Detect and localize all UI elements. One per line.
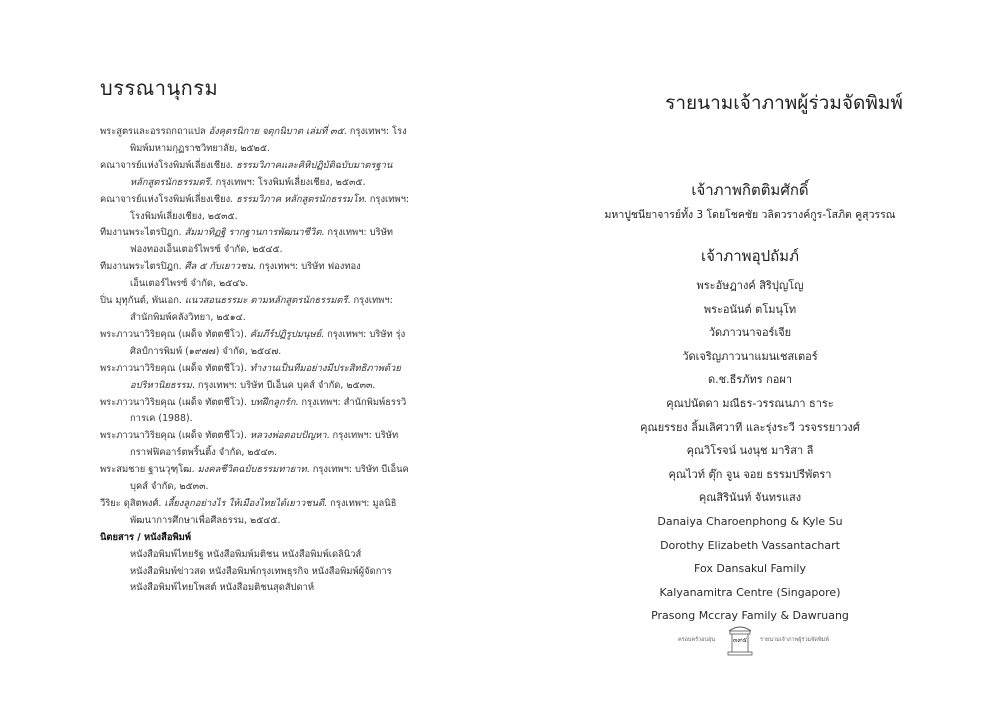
bib-entry xyxy=(100,259,410,293)
bib-publisher: . กรุงเทพฯ: บริษัท ฟองทองเอ็นเตอร์ไพรซ์ จำกัด, ๒๕๔๕. xyxy=(130,227,393,256)
patron-sponsor-title: เจ้าภาพอุปถัมภ์ xyxy=(701,247,799,265)
bib-title: เลี้ยงลูกอย่างไร ให้เมืองไทยได้เยาวชนดี xyxy=(164,497,325,509)
bib-title: มงคลชีวิตฉบับธรรมทายาท xyxy=(197,464,307,476)
donors-heading: รายนามเจ้าภาพผู้ร่วมจัดพิมพ์ xyxy=(665,92,903,114)
honorary-sponsor-title: เจ้าภาพกิตติมศักดิ์ xyxy=(691,181,809,199)
patron-name: คุณปนัดดา มณีธร-วรรณนภา ธาระ xyxy=(666,396,834,410)
honorary-sponsor-line: มหาปูชนียาจารย์ทั้ง 3 โดยโชคชัย วลิตวรางค์กูร-โสภิต คูสุวรรณ xyxy=(604,209,896,221)
bibliography-heading: บรรณานุกรม xyxy=(100,76,219,100)
bib-entry xyxy=(100,428,410,462)
bib-title: ทำงานเป็นทีมอย่างมีประสิทธิภาพด้วยอปริหานิยธรรม xyxy=(130,362,401,391)
patron-list xyxy=(500,274,1000,628)
bib-title: คัมภีร์ปฏิรูปมนุษย์ xyxy=(249,328,322,340)
bib-entry xyxy=(100,462,410,496)
periodicals-heading: นิตยสาร / หนังสือพิมพ์ xyxy=(100,531,192,543)
bib-publisher: . กรุงเทพฯ: บริษัท บีเอ็นค บุคส์ จำกัด, ๒๕๓๓. xyxy=(191,379,376,391)
bib-author: ทีมงานพระไตรปิฎก. xyxy=(100,261,185,273)
bib-title: หลวงพ่อตอบปัญหา xyxy=(249,430,327,442)
bib-entry xyxy=(100,158,410,192)
bib-author: ปิ่น มุทุกันต์, พันเอก. xyxy=(100,295,185,307)
patron-name: คุณสิรินันท์ จันทรแสง xyxy=(698,491,802,505)
patron-name: คุณยรรยง ลิ้มเลิศวาที และรุ่งระวี วรจรรยาวงศ์ xyxy=(640,420,860,434)
footer-book-title: ครอบครัวอบอุ่น xyxy=(678,637,716,643)
bib-author: พระภาวนาวิริยคุณ (เผด็จ ทัตตชีโว). xyxy=(100,396,250,408)
patron-name: วัดเจริญภาวนาแมนเชสเตอร์ xyxy=(682,349,818,363)
bib-entry xyxy=(100,124,410,158)
bib-title: แนวสอนธรรมะ ตามหลักสูตรนักธรรมตรี xyxy=(184,295,348,307)
bib-entry xyxy=(100,361,410,395)
bib-author: คณาจารย์แห่งโรงพิมพ์เลี่ยงเชียง. xyxy=(100,159,237,171)
patron-name: ด.ช.ธีรภัทร กอผา xyxy=(707,373,793,387)
bib-publisher: . กรุงเทพฯ: สำนักพิมพ์ธรรวิการเค (1988). xyxy=(130,396,407,425)
patron-name: Fox Dansakul Family xyxy=(694,562,806,576)
bib-entry xyxy=(100,496,410,530)
patron-name: Kalyanamitra Centre (Singapore) xyxy=(659,585,841,599)
patron-name: พระอัษฎางค์ สิริปุญโญ xyxy=(696,279,804,292)
bib-author: พระสมชาย ฐานวุฑฺโฒ. xyxy=(100,464,198,476)
bib-title: อังคุตรนิกาย จตุกนิบาต เล่มที่ ๓๕ xyxy=(208,126,344,137)
bibliography-list xyxy=(100,124,410,597)
bib-title: บทฝึกลูกรัก xyxy=(249,396,296,408)
bib-title: ธรรมวิภาคและคิหิปฏิบัติฉบับมาตรฐาน หลักสูตรนักธรรมตรี xyxy=(130,159,393,188)
patron-name: Prasong Mccray Family & Dawruang xyxy=(651,609,849,623)
footer-section-title: รายนามเจ้าภาพผู้ร่วมจัดพิมพ์ xyxy=(760,637,829,643)
patron-name: คุณไวท์ ตุ๊ก จูน จอย ธรรมปรีพัตรา xyxy=(668,467,832,481)
periodicals-list: หนังสือพิมพ์ไทยรัฐ หนังสือพิมพ์มติชน หนังสือพิมพ์เดลินิวส์ หนังสือพิมพ์ข่าวสด หนังสือพิมพ์กรุงเทพธุรกิจ หนังสือพิมพ์ผู้จัดการ หนังสือพิมพ์ไทยโพสต์ หนังสือมติชนสุดสัปดาห์ xyxy=(130,548,392,594)
page-number: ๓๙๕ xyxy=(732,636,748,644)
bib-author: ทีมงานพระไตรปิฎก. xyxy=(100,227,185,239)
bib-publisher: . กรุงเทพฯ: บริษัท กราฟฟิคอาร์ตพริ้นติ้ง จำกัด, ๒๕๔๓. xyxy=(130,430,399,459)
bib-author: พระสูตรและอรรถกถาแปล xyxy=(100,126,209,137)
patron-name: วัดภาวนาจอร์เจีย xyxy=(708,326,792,340)
bib-author: คณาจารย์แห่งโรงพิมพ์เลี่ยงเชียง. xyxy=(100,193,237,205)
bib-title: ศีล ๕ กับเยาวชน xyxy=(184,261,253,273)
bib-publisher: . กรุงเทพฯ: สำนักพิมพ์คลังวิทยา, ๒๕๑๔. xyxy=(130,295,393,323)
bib-entry xyxy=(100,327,410,361)
bib-entry xyxy=(100,293,410,327)
right-page xyxy=(500,0,1000,707)
bib-publisher: . กรุงเทพฯ: บริษัท บีเอ็นค บุคส์ จำกัด, ๒๕๓๓. xyxy=(130,464,409,493)
bib-publisher: . กรุงเทพฯ: โรงพิมพ์เลี่ยงเชียง, ๒๕๓๕. xyxy=(130,193,410,222)
bib-title: สัมมาทิฏฐิ รากฐานการพัฒนาชีวิต xyxy=(184,227,322,239)
bib-entry xyxy=(100,395,410,429)
bib-author: พระภาวนาวิริยคุณ (เผด็จ ทัตตชีโว). xyxy=(100,362,250,374)
patron-name: คุณวิโรจน์ นงนุช มาริสา ลี xyxy=(686,444,814,458)
bib-publisher: . กรุงเทพฯ: บริษัท รุ่งศิลป์การพิมพ์ (๑๙๗๗) จำกัด, ๒๕๔๗. xyxy=(130,328,406,357)
bib-publisher: . กรุงเทพฯ: โรงพิมพ์มหามกุฏราชวิทยาลัย, ๒๕๒๕. xyxy=(130,126,407,154)
page-footer xyxy=(500,620,1000,660)
patron-name: พระอนันต์ ตโมนุโท xyxy=(703,302,797,316)
bib-entry xyxy=(100,225,410,259)
bib-publisher: . กรุงเทพฯ: โรงพิมพ์เลี่ยงเชียง, ๒๕๓๕. xyxy=(209,176,366,188)
bib-title: ธรรมวิภาค หลักสูตรนักธรรมโท xyxy=(236,193,364,205)
bib-publisher: . กรุงเทพฯ: บริษัท ฟองทองเอ็นเตอร์ไพรซ์ จำกัด, ๒๕๔๖. xyxy=(130,261,361,290)
bib-author: วีริยะ ดุสิตพงศ์. xyxy=(100,497,165,509)
patron-name: Dorothy Elizabeth Vassantachart xyxy=(660,538,840,552)
bib-entry xyxy=(100,192,410,226)
bib-author: พระภาวนาวิริยคุณ (เผด็จ ทัตตชีโว). xyxy=(100,430,250,442)
patron-name: Danaiya Charoenphong & Kyle Su xyxy=(657,514,843,528)
bib-author: พระภาวนาวิริยคุณ (เผด็จ ทัตตชีโว). xyxy=(100,328,250,340)
bib-publisher: . กรุงเทพฯ: มูลนิธิพัฒนาการศึกษาเพื่อศีลธรรม, ๒๕๔๕. xyxy=(130,497,397,526)
